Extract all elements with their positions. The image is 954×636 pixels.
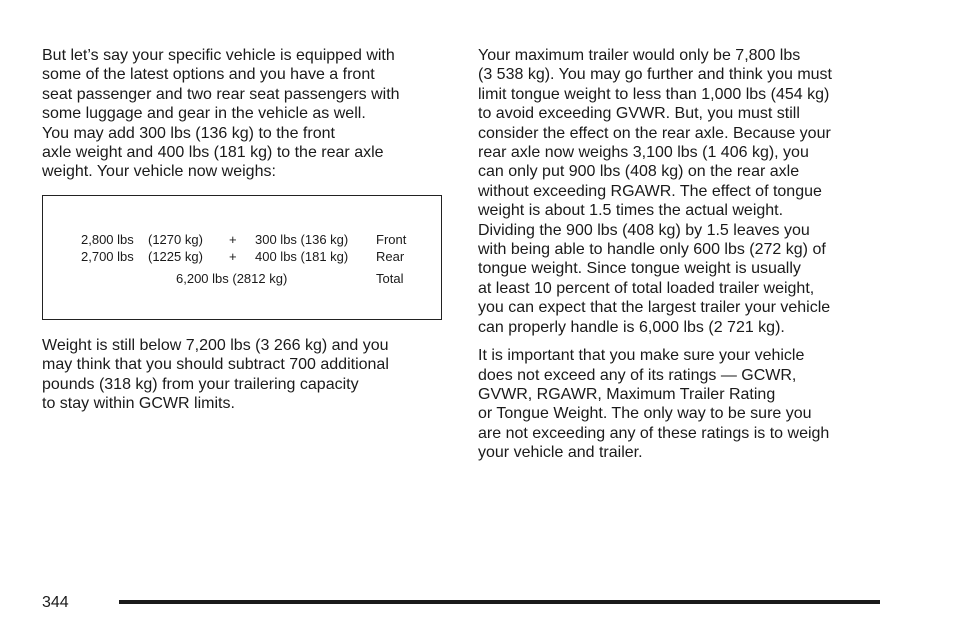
text-line: without exceeding RGAWR. The effect of tongue	[478, 182, 822, 200]
text-line: may think that you should subtract 700 additional	[42, 356, 389, 374]
total-weight: 6,200 lbs (2812 kg)	[176, 271, 288, 286]
text-line: rear axle now weighs 3,100 lbs (1 406 kg), you	[478, 144, 809, 162]
front-added-weight: 300 lbs (136 kg)	[255, 232, 349, 247]
text-line: axle weight and 400 lbs (181 kg) to the rear axle	[42, 144, 384, 162]
text-line: weight is about 1.5 times the actual weight.	[478, 202, 784, 220]
rear-label: Rear	[376, 249, 405, 264]
text-line: seat passenger and two rear seat passengers with	[42, 85, 400, 103]
conclusion-paragraph	[42, 336, 452, 414]
text-line: at least 10 percent of total loaded trailer weight,	[478, 279, 815, 297]
text-line: Your maximum trailer would only be 7,800 lbs	[478, 47, 801, 64]
text-line: can properly handle is 6,000 lbs (2 721 kg).	[478, 318, 785, 336]
text-line: are not exceeding any of these ratings is to weigh	[478, 424, 830, 442]
text-line: But let’s say your specific vehicle is equipped with	[42, 47, 395, 64]
total-label: Total	[376, 271, 404, 286]
text-line: You may add 300 lbs (136 kg) to the front	[42, 124, 335, 142]
text-line: weight. Your vehicle now weighs:	[42, 163, 276, 181]
text-line: to stay within GCWR limits.	[42, 395, 235, 413]
text-line: with being able to handle only 600 lbs (272 kg) of	[478, 241, 826, 259]
text-line: Dividing the 900 lbs (408 kg) by 1.5 leaves you	[478, 221, 810, 239]
text-line: does not exceed any of its ratings — GCWR,	[478, 366, 797, 384]
plus-sign: +	[229, 249, 237, 264]
right-column	[478, 46, 888, 472]
left-column-conclusion	[42, 336, 452, 423]
front-base-weight-kg: (1270 kg)	[148, 232, 203, 247]
text-line: some of the latest options and you have a front	[42, 66, 375, 84]
intro-paragraph	[42, 46, 452, 182]
text-line: can only put 900 lbs (408 kg) on the rear axle	[478, 163, 800, 181]
text-line: you can expect that the largest trailer your vehicle	[478, 299, 831, 317]
ratings-paragraph	[478, 346, 888, 462]
plus-sign: +	[229, 232, 237, 247]
text-line: consider the effect on the rear axle. Because your	[478, 124, 831, 142]
text-line: It is important that you make sure your vehicle	[478, 347, 805, 365]
text-line: or Tongue Weight. The only way to be sure you	[478, 405, 812, 423]
text-line: your vehicle and trailer.	[478, 444, 643, 462]
text-line: tongue weight. Since tongue weight is usually	[478, 260, 801, 278]
trailer-weight-paragraph	[478, 46, 888, 337]
front-label: Front	[376, 232, 407, 247]
text-line: GVWR, RGAWR, Maximum Trailer Rating	[478, 385, 776, 403]
text-line: some luggage and gear in the vehicle as well.	[42, 105, 366, 123]
page-number: 344	[42, 594, 69, 611]
rear-base-weight: 2,700 lbs	[81, 249, 134, 264]
weight-calculation-box	[42, 195, 442, 320]
rear-added-weight: 400 lbs (181 kg)	[255, 249, 349, 264]
text-line: (3 538 kg). You may go further and think you must	[478, 66, 832, 84]
text-line: pounds (318 kg) from your trailering capacity	[42, 375, 359, 393]
rear-base-weight-kg: (1225 kg)	[148, 249, 203, 264]
footer-rule	[119, 600, 880, 604]
text-line: to avoid exceeding GVWR. But, you must still	[478, 105, 800, 123]
text-line: limit tongue weight to less than 1,000 lbs (454 kg)	[478, 85, 830, 103]
left-column-intro	[42, 46, 452, 191]
front-base-weight: 2,800 lbs	[81, 232, 134, 247]
text-line: Weight is still below 7,200 lbs (3 266 kg) and you	[42, 337, 389, 354]
